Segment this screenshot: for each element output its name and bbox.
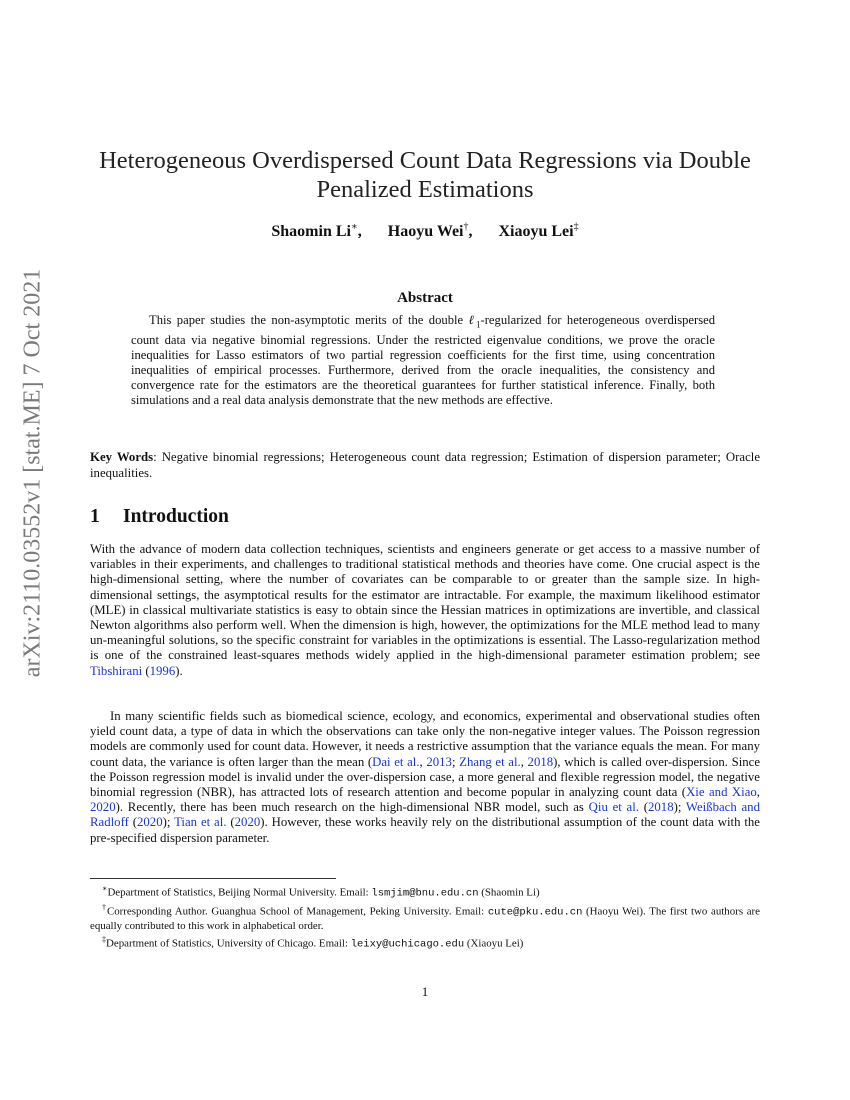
footnotes xyxy=(90,882,760,952)
email-address: lsmjim@bnu.edu.cn xyxy=(371,887,479,900)
citation-link[interactable]: Tibshirani xyxy=(90,663,143,678)
title-line-1: Heterogeneous Overdispersed Count Data Regressions via Double xyxy=(99,147,751,174)
footnote-mark: † xyxy=(463,222,469,233)
footnote-mark: ∗ xyxy=(350,222,358,233)
citation-link[interactable]: Weißbach and Radloff xyxy=(90,800,760,830)
arxiv-id: arXiv:2110.03552v1 [stat.ME] 7 Oct 2021 xyxy=(19,268,46,678)
abstract-heading: Abstract xyxy=(397,290,453,306)
citation-link[interactable]: 2018 xyxy=(648,800,674,815)
author-list xyxy=(90,222,760,241)
section-title: Introduction xyxy=(123,506,229,527)
footnote: †Corresponding Author. Guanghua School of Management, Peking University. Email: cute@pku.edu.cn (Haoyu Wei). The first two authors are equally contributed to this work in alphabetical order. xyxy=(90,902,761,932)
citation-link[interactable]: 2020 xyxy=(137,815,163,830)
arxiv-stamp xyxy=(0,0,66,700)
footnote-mark: ‡ xyxy=(573,222,579,233)
citation-link[interactable]: 1996 xyxy=(149,663,176,678)
author: Haoyu Wei†, xyxy=(387,222,473,241)
citation-link[interactable]: 2013 xyxy=(426,754,452,769)
abstract-text: This paper studies the non-asymptotic merits of the double ℓ$_1$-regularized for heterogeneous overdispersed count data via negative binomial regressions. Under the restricted eigenvalue conditions, we prove the oracle inequalities for Lasso estimators of two partial regression coefficients for the first time, using concentration inequalities of empirical processes. Furthermore, derived from the oracle inequalities, the consistency and convergence rate for the estimators are the theoretical guarantees for further statistical inference. Finally, both simulations and a real data analysis demonstrate that the new methods are effective. xyxy=(131,313,716,407)
paragraph: With the advance of modern data collection techniques, scientists and engineers generate or get access to a massive number of variables in their experiments, and challenges to traditional statistical methods and theories have come. One crucial aspect is the high-dimensional setting, where the number of covariates can be comparable to or greater than the sample size. In high-dimensional settings, the asymptotical results for the estimator are intractable. For example, the maximum likelihood estimator (MLE) in classical multivariate statistics is easy to obtain since the Hessian matrices in optimizations are invertible, and classical Newton algorithms also perform well. When the dimension is high, however, the optimizations for the MLE method lead to many un-meaningful solutions, so the specific constraint for variables in the optimizations is essential. The Lasso-regularization method is one of the constrained least-squares methods widely applied in the high-dimensional parameter estimation problem; see Tibshirani (1996). xyxy=(90,542,760,678)
citation-link[interactable]: 2020 xyxy=(90,800,116,815)
key-words-label: Key Words xyxy=(90,450,154,464)
citation-link[interactable]: Zhang et al. xyxy=(459,754,521,769)
footnote: ‡Department of Statistics, University of Chicago. Email: leixy@uchicago.edu (Xiaoyu Lei) xyxy=(102,935,524,951)
email-address: cute@pku.edu.cn xyxy=(487,906,583,919)
citation-link[interactable]: 2018 xyxy=(527,754,554,769)
citation-link[interactable]: Tian et al. xyxy=(174,815,227,830)
citation-link[interactable]: Qiu et al. xyxy=(588,800,639,815)
citation-link[interactable]: Dai et al. xyxy=(372,754,420,769)
email-address: leixy@uchicago.edu xyxy=(350,938,465,951)
key-words: Key Words: Negative binomial regressions; Heterogeneous count data regression; Estimation of dispersion parameter; Oracle inequalities. xyxy=(90,450,760,480)
paragraph: In many scientific fields such as biomedical science, ecology, and economics, experimental and observational studies often yield count data, a type of data in which the observations can take only the non-negative integer values. The Poisson regression models are commonly used for count data. However, it needs a restrictive assumption that the variance equals the mean. For many count data, the variance is often larger than the mean (Dai et al., 2013; Zhang et al., 2018), which is called over-dispersion. Since the Poisson regression model is invalid under the over-dispersion case, a more general and flexible regression model, the negative binomial regression (NBR), has attracted lots of research attention and become popular in analyzing count data (Xie and Xiao, 2020). Recently, there has been much research on the high-dimensional NBR model, such as Qiu et al. (2018); Weißbach and Radloff (2020); Tian et al. (2020). However, these works heavily rely on the distributional assumption of the count data with the pre-specified dispersion parameter. xyxy=(90,709,761,845)
title-line-2: Penalized Estimations xyxy=(316,176,534,203)
author: Xiaoyu Lei‡ xyxy=(498,222,579,241)
citation-link[interactable]: Xie and Xiao xyxy=(686,785,757,800)
section-number: 1 xyxy=(90,506,100,527)
page-number: 1 xyxy=(421,984,429,999)
paper-title xyxy=(90,146,760,204)
footnote: ∗Department of Statistics, Beijing Normal University. Email: lsmjim@bnu.edu.cn (Shaomin Li) xyxy=(102,884,540,900)
citation-link[interactable]: 2020 xyxy=(234,815,261,830)
author: Shaomin Li∗, xyxy=(271,222,362,241)
footnote-divider xyxy=(90,878,336,879)
section-heading xyxy=(90,506,229,528)
